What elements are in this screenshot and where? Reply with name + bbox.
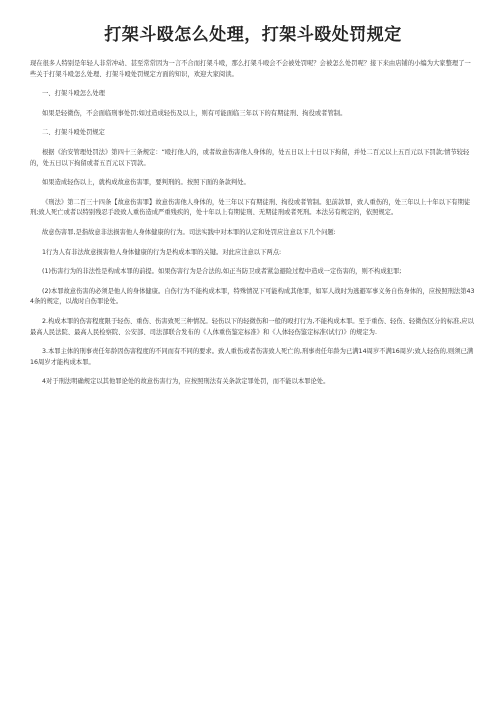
document-page: [30, 20, 476, 397]
body-paragraph: 根据《治安管理处罚法》第四十三条规定：“殴打他人的，或者故意伤害他人身体的，处五日以上十日以下拘留，并处二百元以上五百元以下罚款;情节较轻的，处五日以下拘留或者五百元以下罚款。: [30, 148, 470, 167]
body-paragraph: 3.本罪主体的刑事责任年龄因伤害程度的不同而有不同的要求。致人重伤或者伤害致人死亡的,刑事责任年龄为已满14周岁不满16周岁;致人轻伤的,则须已满16周岁才能构成本罪。: [30, 348, 474, 366]
body-paragraph: (2)本罪故意伤害的必须是他人的身体健康。自伤行为不能构成本罪，特殊情况下可能构成其他罪，如军人战时为逃避军事义务自伤身体的，应按照刑法第434条的规定，以战时自伤罪论处。: [30, 287, 475, 306]
body-paragraph: (1)伤害行为的非法性是构成本罪的前提。如果伤害行为是合法的,如正当防卫或者紧急避险过程中造成一定伤害的，则不构成犯罪;: [42, 268, 402, 276]
body-paragraph: 如果造成轻伤以上，就构成故意伤害罪，要判刑的。按照下面的条款判处。: [42, 179, 250, 187]
body-paragraph: 4对于刑法明确规定以其他罪论处的故意伤害行为，应按照刑法有关条款定罪处罚，而不能以本罪论处。: [42, 378, 330, 386]
body-paragraph: 《刑法》第二百三十四条【故意伤害罪】故意伤害他人身体的，处三年以下有期徒刑、拘役或者管制。犯前款罪，致人重伤的，处三年以上十年以下有期徒刑;致人死亡或者以特别残忍手段致人重伤造成严重残疾的，处十年以上有期徒刑、无期徒刑或者死刑。本法另有规定的，依照规定。: [30, 198, 471, 217]
body-paragraph: 如果是轻微伤，不会面临刑事处罚;如过造成轻伤及以上，则有可能面临三年以下的有期徒刑、拘役或者管制。: [42, 109, 347, 117]
document-title: 打架斗殴怎么处理，打架斗殴处罚规定: [104, 25, 402, 45]
section-heading-penalty: 二、打架斗殴处罚规定: [42, 129, 105, 137]
body-paragraph: 2.构成本罪的伤害程度限于轻伤、重伤、伤害致死三种情况。轻伤以下的轻微伤和一般的殴打行为,不能构成本罪。至于重伤、轻伤、轻微伤区分的标准,应以最高人民法院、最高人民检察院、公安部、司法部联合发布的《人体重伤鉴定标准》和《人体轻伤鉴定标准(试行)》的规定为.: [30, 317, 474, 336]
body-paragraph: 故意伤害罪,是指故意非法损害他人身体健康的行为。司法实践中对本罪的认定和处罚应注意以下几个问题:: [42, 228, 336, 236]
body-paragraph: 1行为人有非法故意损害他人身体健康的行为是构成本罪的关键。对此应注意以下两点:: [42, 248, 282, 256]
section-heading-handling: 一、打架斗殴怎么处理: [42, 90, 105, 98]
document-body: [30, 59, 476, 388]
intro-paragraph: 现在很多人特别是年轻人非常冲动、甚至常常因为一言不合而打架斗殴，那么打架斗殴会不会被处罚呢？会被怎么处罚呢？接下来由店铺的小编为大家整理了一些关于打架斗殴怎么处理、打架斗殴处罚规定方面的知识，欢迎大家阅读。: [30, 60, 471, 78]
